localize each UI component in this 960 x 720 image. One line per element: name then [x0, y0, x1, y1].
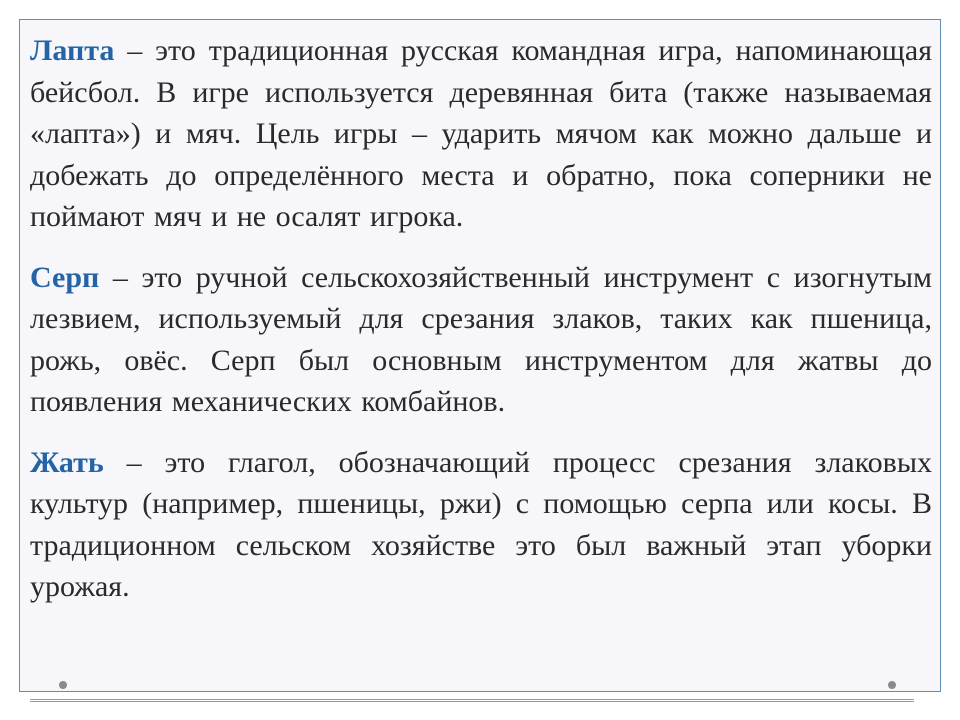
definition-paragraph-zhat	[30, 442, 932, 608]
term-lapta: Лапта	[30, 34, 115, 67]
bottom-divider-line	[30, 699, 914, 702]
definitions-text-box	[19, 19, 941, 692]
decorative-dot-right	[888, 681, 896, 689]
definition-paragraph-lapta	[30, 30, 932, 238]
decorative-dot-left	[59, 681, 67, 689]
term-serp: Серп	[30, 260, 100, 294]
term-zhat: Жать	[30, 445, 104, 479]
definition-text-zhat: – это глагол, обозначающий процесс срезания злаковых культур (например, пшеницы, ржи) с помощью серпа или косы. В традиционном сельском хозяйстве это был важный этап уборки урожая.	[30, 445, 932, 603]
definition-text-serp: – это ручной сельскохозяйственный инструмент с изогнутым лезвием, используемый для срезания злаков, таких как пшеница, рожь, овёс. Серп был основным инструментом для жатвы до появления механических комбайнов.	[30, 260, 932, 418]
definition-paragraph-serp	[30, 257, 932, 423]
definition-text-lapta: – это традиционная русская командная игра, напоминающая бейсбол. В игре используется деревянная бита (также называемая «лапта») и мяч. Цель игры – ударить мячом как можно дальше и добежать до определённого места и обратно, пока соперники не поймают мяч и не осалят игрока.	[30, 34, 932, 233]
